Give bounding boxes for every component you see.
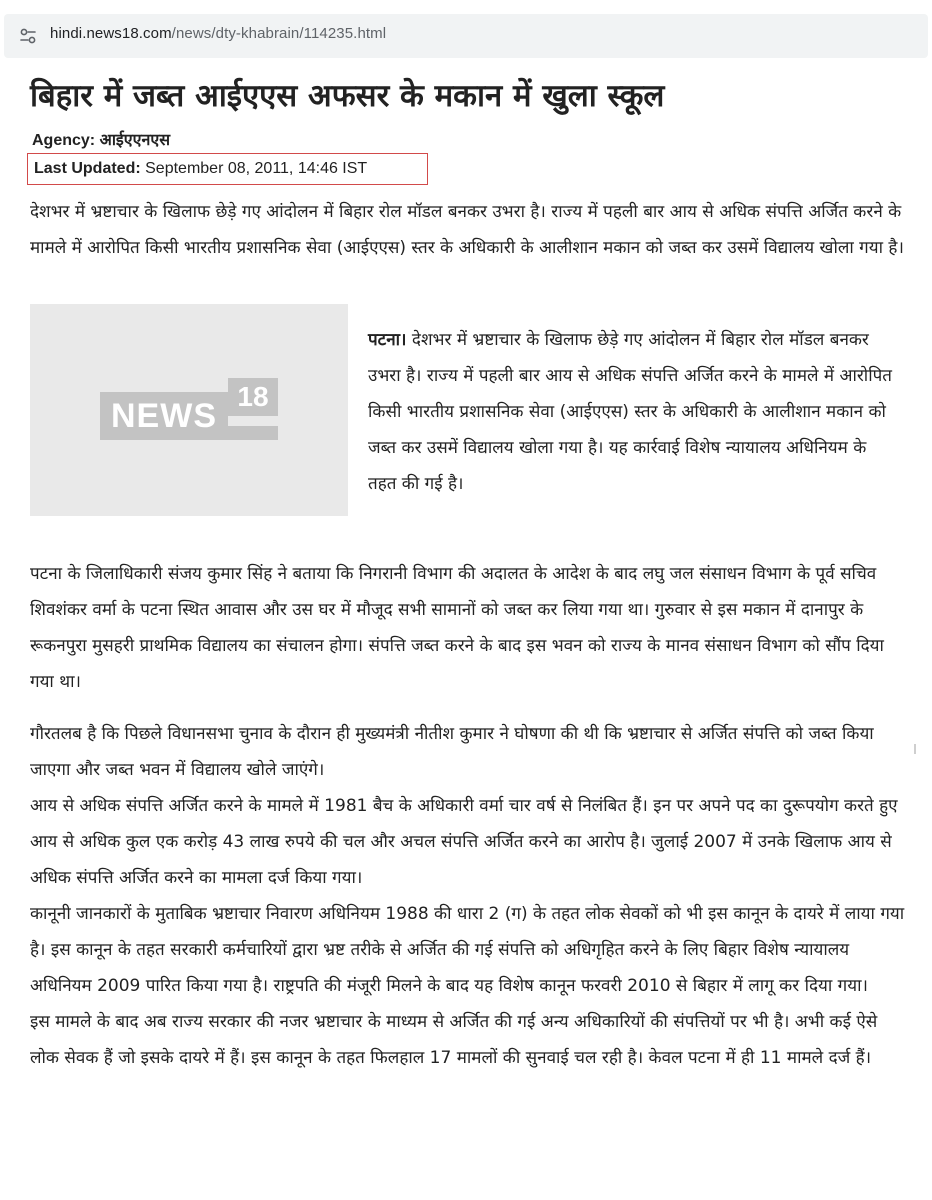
url-path: /news/dty-khabrain/114235.html	[171, 25, 387, 42]
article-paragraph-2: पटना के जिलाधिकारी संजय कुमार सिंह ने बताया कि निगरानी विभाग की अदालत के आदेश के बाद लघु जल संसाधन विभाग के पूर्व सचिव शिवशंकर वर्मा के पटना स्थित आवास और उस घर में मौजूद सभी सामानों को जब्त कर लिया गया था। गुरुवार से इस मकान में दानापुर के रूकनपुरा मुसहरी प्राथमिक विद्यालय का संचालन होगा। संपत्ति जब्त करने के बाद इस भवन को राज्य के मानव संसाधन विभाग को सौंप दिया गया था।	[30, 564, 884, 692]
article-paragraph-4: आय से अधिक संपत्ति अर्जित करने के मामले में 1981 बैच के अधिकारी वर्मा चार वर्ष से निलंबित हैं। इन पर अपने पद का दुरूपयोग करते हुए आय से अधिक कुल एक करोड़ 43 लाख रुपये की चल और अचल संपत्ति अर्जित करने का आरोप है। जुलाई 2007 में उनके खिलाफ आय से अधिक संपत्ति अर्जित करने का मामला दर्ज किया गया।	[30, 796, 898, 888]
logo-word: NEWS	[100, 392, 228, 440]
browser-address-bar	[0, 0, 932, 62]
agency-line	[32, 128, 170, 150]
article-paragraph-3: गौरतलब है कि पिछले विधानसभा चुनाव के दौरान ही मुख्यमंत्री नीतीश कुमार ने घोषणा की थी कि भ्रष्टाचार से अर्जित संपत्ति को जब्त किया जाएगा और जब्त भवन में विद्यालय खोले जाएंगे।	[30, 724, 874, 780]
updated-label: Last Updated:	[34, 160, 141, 177]
last-updated-highlight	[27, 153, 428, 185]
article-image-placeholder	[30, 304, 348, 516]
agency-label: Agency:	[32, 132, 96, 149]
scrollbar-marker[interactable]	[914, 744, 916, 754]
news18-logo	[100, 378, 280, 444]
url-host: hindi.news18.com	[50, 25, 172, 42]
logo-number: 18	[228, 378, 278, 416]
article-body-rest	[30, 716, 910, 1076]
url-text[interactable]	[50, 25, 386, 42]
last-updated-line	[34, 160, 367, 178]
agency-value: आईएएनएस	[99, 132, 171, 149]
logo-underline	[228, 426, 278, 440]
updated-value: September 08, 2011, 14:46 IST	[145, 160, 368, 177]
article-title: बिहार में जब्त आईएएस अफसर के मकान में खुला स्कूल	[30, 78, 665, 114]
dateline: पटना।	[368, 330, 407, 350]
url-field[interactable]	[4, 14, 928, 58]
article-paragraph-6: इस मामले के बाद अब राज्य सरकार की नजर भ्रष्टाचार के माध्यम से अर्जित की गई अन्य अधिकारियों की संपत्तियों पर भी है। अभी कई ऐसे लोक सेवक हैं जो इसके दायरे में हैं। इस कानून के तहत फिलहाल 17 मामलों की सुनवाई चल रही है। केवल पटना में ही 11 मामले दर्ज हैं।	[30, 1012, 878, 1068]
tune-settings-icon[interactable]	[18, 26, 38, 46]
lead-text: देशभर में भ्रष्टाचार के खिलाफ छेड़े गए आंदोलन में बिहार रोल मॉडल बनकर उभरा है। राज्य में पहली बार आय से अधिक संपत्ति अर्जित करने के मामले में आरोपित किसी भारतीय प्रशासनिक सेवा (आईएएस) स्तर के अधिकारी के आलीशान मकान को जब्त कर उसमें विद्यालय खोला गया है। यह कार्रवाई विशेष न्यायालय अधिनियम के तहत की गई है।	[368, 330, 892, 494]
article-lead-paragraph	[368, 322, 898, 502]
article-paragraph-5: कानूनी जानकारों के मुताबिक भ्रष्टाचार निवारण अधिनियम 1988 की धारा 2 (ग) के तहत लोक सेवकों को भी इस कानून के दायरे में लाया गया है। इस कानून के तहत सरकारी कर्मचारियों द्वारा भ्रष्ट तरीके से अर्जित की गई संपत्ति को अधिगृहित करने के लिए बिहार विशेष न्यायालय अधिनियम 2009 पारित किया गया है। राष्ट्रपति की मंजूरी मिलने के बाद यह विशेष कानून फरवरी 2010 से बिहार में लागू कर दिया गया।	[30, 904, 905, 996]
article-summary: देशभर में भ्रष्टाचार के खिलाफ छेड़े गए आंदोलन में बिहार रोल मॉडल बनकर उभरा है। राज्य में पहली बार आय से अधिक संपत्ति अर्जित करने के मामले में आरोपित किसी भारतीय प्रशासनिक सेवा (आईएएस) स्तर के अधिकारी के आलीशान मकान को जब्त कर उसमें विद्यालय खोला गया है।	[30, 202, 904, 258]
